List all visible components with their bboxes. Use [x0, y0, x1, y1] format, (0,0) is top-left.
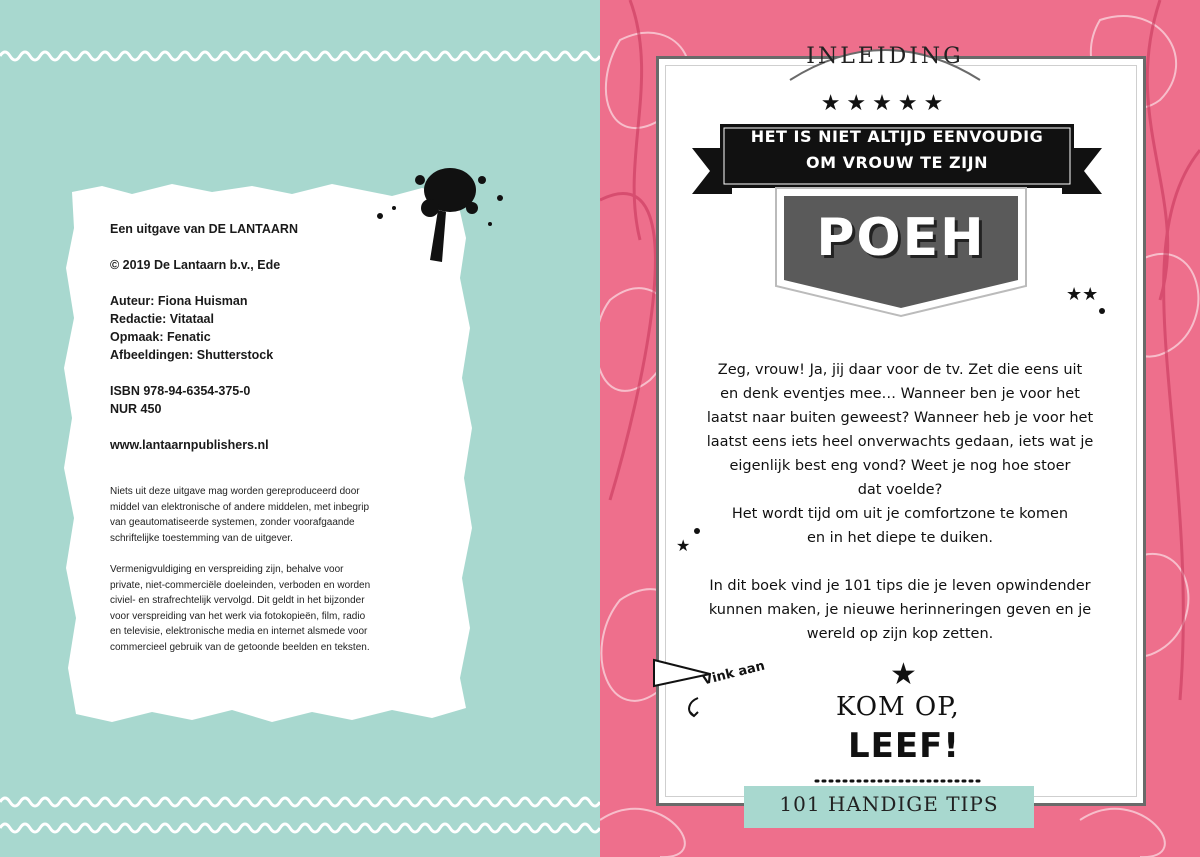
credit-images: Afbeeldingen: Shutterstock: [110, 348, 274, 362]
credit-layout: Opmaak: Fenatic: [110, 330, 211, 344]
body-line: dat voelde?: [857, 482, 943, 498]
legal-line: van geautomatiseerde systemen, zonder voorafgaande: [110, 517, 355, 528]
ribbon-text: [720, 124, 1074, 176]
dotted-divider: [814, 778, 984, 784]
title-line-1: KOM OP,: [836, 692, 960, 722]
legal-line: civiel- en strafrechtelijk vervolgd. Dit geldt in het bijzonder: [110, 595, 365, 606]
bottom-zigzag-border: [0, 816, 600, 840]
star-icon: ★: [676, 538, 691, 555]
legal-line: schriftelijke toestemming van de uitgever.: [110, 532, 293, 544]
legal-line: Niets uit deze uitgave mag worden gereproduceerd door: [110, 486, 360, 497]
isbn-line: ISBN 978-94-6354-375-0: [110, 384, 251, 398]
ribbon-line: HET IS NIET ALTIJD EENVOUDIG: [750, 127, 1044, 146]
checkmark-arrow-icon: [650, 650, 790, 730]
body-line: Zeg, vrouw! Ja, jij daar voor de tv. Zet die eens uit: [717, 362, 1083, 378]
legal-line: private, niet-commerciële doeleinden, verboden en worden: [110, 579, 371, 591]
body-line: laatst naar buiten geweest? Wanneer heb je voor het: [706, 410, 1094, 426]
star-icon: ★★: [1066, 284, 1099, 304]
title-line-2: LEEF!: [848, 726, 960, 766]
credit-editor: Redactie: Vitataal: [110, 312, 214, 326]
section-label: INLEIDING: [806, 44, 964, 69]
legal-line: Vermenigvuldiging en verspreiding zijn, behalve voor: [110, 564, 344, 575]
dot-decoration: [1099, 308, 1105, 314]
body-line: In dit boek vind je 101 tips die je leven opwindender: [709, 578, 1091, 594]
star-icon: ★: [890, 658, 917, 691]
badge-word: POEH: [816, 208, 986, 268]
nur-line: NUR 450: [110, 402, 162, 416]
copyright-line: © 2019 De Lantaarn b.v., Ede: [110, 258, 281, 272]
legal-line: middel van elektronische of andere middelen, met inbegrip: [110, 501, 370, 513]
website-line: www.lantaarnpublishers.nl: [110, 438, 269, 452]
credit-author: Auteur: Fiona Huisman: [110, 294, 248, 308]
body-line: en denk eventjes mee… Wanneer ben je voor het: [720, 386, 1080, 402]
legal-line: en televisie, elektronische media en internet alsmede voor: [110, 626, 368, 637]
legal-line: voor verspreiding van het werk via fotokopieën, film, radio: [110, 610, 366, 622]
bottom-zigzag-border: [0, 790, 600, 814]
top-zigzag-border: [0, 44, 600, 68]
body-line: wereld op zijn kop zetten.: [806, 626, 994, 642]
colophon-text: [110, 220, 440, 655]
legal-line: commercieel gebruik van de getoonde beelden en teksten.: [110, 641, 370, 653]
publisher-line: Een uitgave van DE LANTAARN: [110, 222, 298, 236]
intro-body: [700, 358, 1100, 646]
body-line: en in het diepe te duiken.: [806, 530, 994, 546]
stars-row: ★★★★★: [820, 90, 950, 115]
body-line: laatst eens iets heel onverwachts gedaan, iets wat je: [706, 434, 1094, 450]
subtitle: 101 HANDIGE TIPS: [779, 792, 999, 816]
body-line: eigenlijk best eng vond? Weet je nog hoe stoer: [729, 458, 1071, 474]
ribbon-line: OM VROUW TE ZIJN: [806, 153, 988, 172]
body-line: kunnen maken, je nieuwe herinneringen geven en je: [708, 602, 1092, 618]
vink-label: Vink aan: [701, 658, 767, 689]
body-line: Het wordt tijd om uit je comfortzone te komen: [731, 506, 1069, 522]
